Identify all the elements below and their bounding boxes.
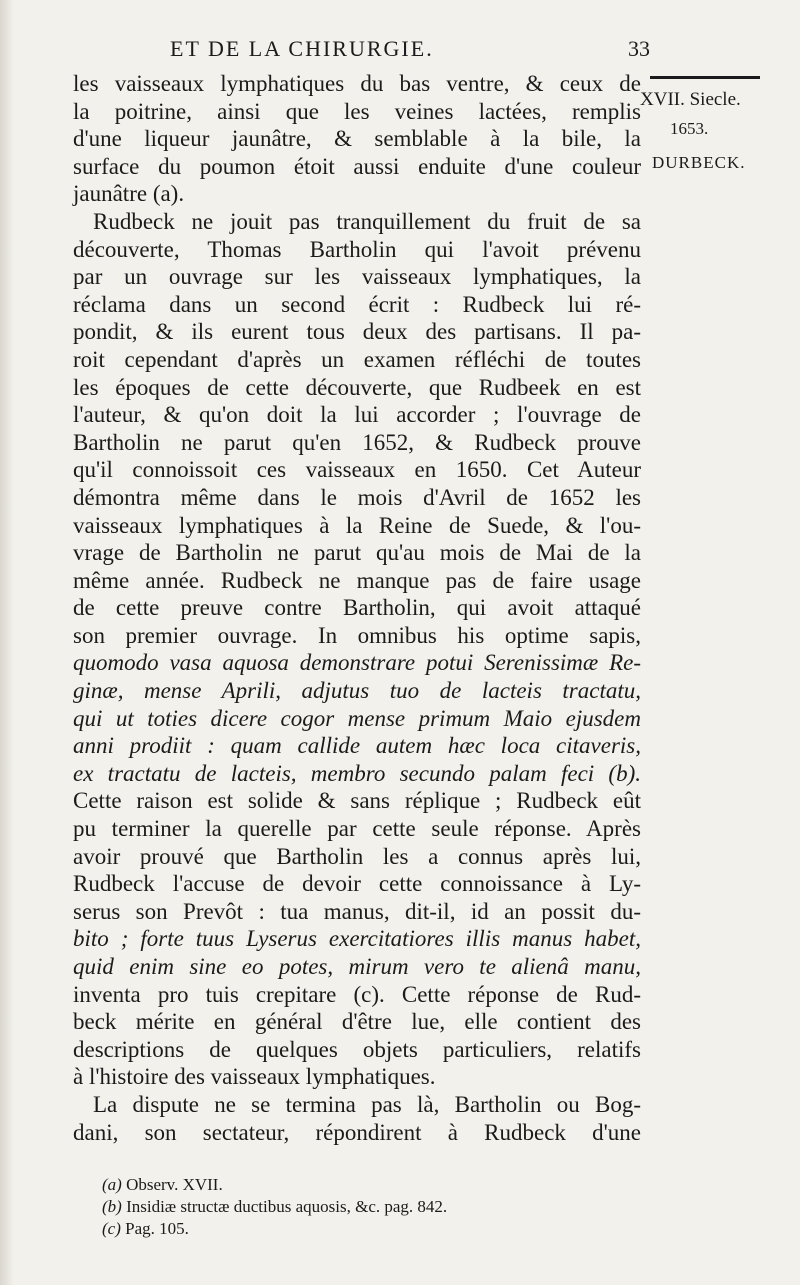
body-line: par un ouvrage sur les vaisseaux lymphatiques, la [73, 264, 641, 290]
body-line: Bartholin ne parut qu'en 1652, & Rudbeck prouve [73, 429, 641, 455]
body-line-italic: quomodo vasa aquosa demonstrare potui Serenissimæ Re- [73, 650, 641, 676]
footnote-mark: (a) [102, 1175, 122, 1194]
body-line: l'auteur, & qu'on doit la lui accorder ; l'ouvrage de [73, 402, 641, 428]
body-line: La dispute ne se termina pas là, Bartholin ou Bog- [93, 1091, 641, 1117]
body-line-italic: bito ; forte tuus Lyserus exercitatiores illis manus habet, [73, 926, 641, 952]
margin-notes [640, 76, 790, 173]
page-header [170, 36, 650, 70]
body-line: qu'il connoissoit ces vaisseaux en 1650. Cet Auteur [73, 457, 641, 483]
footnote-text: Insidiæ structæ ductibus aquosis, &c. pag. 842. [126, 1197, 448, 1216]
body-line: même année. Rudbeck ne manque pas de faire usage [73, 567, 641, 593]
footnote-text: Pag. 105. [125, 1219, 189, 1238]
body-line: roit cependant d'après un examen réfléchi de toutes [73, 346, 641, 372]
margin-name: DURBECK. [652, 153, 746, 172]
body-line: Cette raison est solide & sans réplique ; Rudbeck eût [73, 788, 641, 814]
body-line: inventa pro tuis crepitare (c). Cette réponse de Rud- [73, 981, 641, 1007]
body-line: pu terminer la querelle par cette seule réponse. Après [73, 816, 641, 842]
footnote [102, 1218, 602, 1240]
body-line: beck mérite en général d'être lue, elle contient des [73, 1009, 641, 1035]
page-number: 33 [628, 36, 650, 61]
body-line-italic: quid enim sine eo potes, mirum vero te alienâ manu, [73, 954, 641, 979]
footnote [102, 1196, 602, 1218]
body-line: les vaisseaux lymphatiques du bas ventre, & ceux de [73, 71, 641, 96]
body-line: d'une liqueur jaunâtre, & semblable à la bile, la [73, 126, 641, 152]
body-line: pondit, & ils eurent tous deux des partisans. Il pa- [73, 319, 641, 345]
body-line-italic: ex tractatu de lacteis, membro secundo palam feci (b). [73, 760, 641, 786]
footnote-mark: (b) [102, 1197, 122, 1216]
body-line: Rudbeck ne jouit pas tranquillement du fruit de sa [93, 208, 641, 234]
body-line: serus son Prevôt : tua manus, dit-il, id an possit du- [73, 898, 641, 924]
page-gutter-shadow [0, 0, 14, 1285]
running-title: ET DE LA CHIRURGIE. [170, 36, 434, 61]
body-text [73, 70, 641, 1146]
body-line-italic: qui ut toties dicere cogor mense primum Maio ejusdem [73, 705, 641, 731]
footnotes [102, 1174, 602, 1240]
body-line-italic: ginæ, mense Aprili, adjutus tuo de lacteis tractatu, [73, 678, 641, 704]
body-line: découverte, Thomas Bartholin qui l'avoit prévenu [73, 236, 641, 262]
body-line-italic: anni prodiit : quam callide autem hæc loca citaveris, [73, 733, 641, 759]
body-line: jaunâtre (a). [73, 181, 185, 207]
body-line: les époques de cette découverte, que Rudbeek en est [73, 374, 641, 400]
body-line: à l'histoire des vaisseaux lymphatiques. [73, 1064, 436, 1090]
body-line: de cette preuve contre Bartholin, qui avoit attaqué [73, 595, 641, 621]
body-line: démontra même dans le mois d'Avril de 1652 les [73, 484, 641, 510]
body-line: surface du poumon étoit aussi enduite d'une couleur [73, 153, 641, 179]
margin-year: 1653. [670, 119, 709, 138]
margin-rule [650, 76, 760, 79]
body-line: son premier ouvrage. In omnibus his optime sapis, [73, 622, 641, 648]
footnote [102, 1174, 602, 1196]
body-line: vrage de Bartholin ne parut qu'au mois de Mai de la [73, 540, 641, 566]
body-line: vaisseaux lymphatiques à la Reine de Suede, & l'ou- [73, 512, 641, 538]
margin-century: XVII. Siecle. [640, 89, 741, 110]
body-line: la poitrine, ainsi que les veines lactées, remplis [73, 98, 641, 124]
body-line: descriptions de quelques objets particuliers, relatifs [73, 1036, 641, 1062]
body-line: Rudbeck l'accuse de devoir cette connoissance à Ly- [73, 871, 641, 897]
body-line: réclama dans un second écrit : Rudbeck lui ré- [73, 291, 641, 317]
footnote-mark: (c) [102, 1219, 121, 1238]
body-line: dani, son sectateur, répondirent à Rudbeck d'une [73, 1119, 641, 1145]
footnote-text: Observ. XVII. [126, 1175, 223, 1194]
body-line: avoir prouvé que Bartholin les a connus après lui, [73, 843, 641, 869]
